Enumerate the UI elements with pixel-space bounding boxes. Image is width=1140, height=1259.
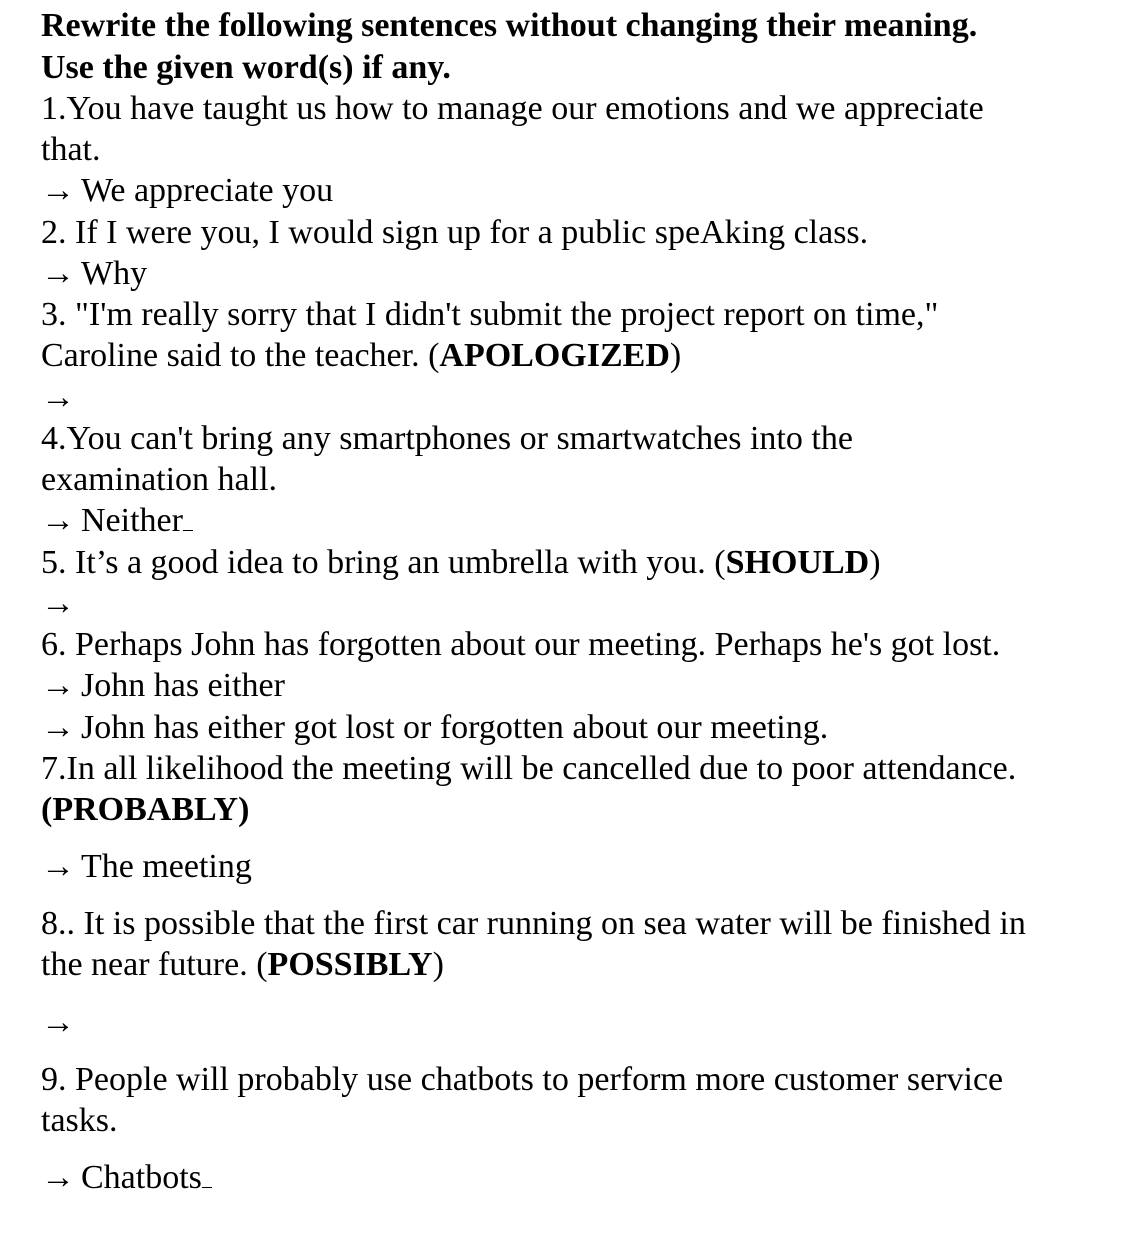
question-8-line-2-text: the near future. ( xyxy=(41,946,268,983)
answer-1 xyxy=(41,170,333,211)
answer-1-text: We appreciate you xyxy=(81,172,334,209)
answer-9 xyxy=(41,1157,212,1198)
question-6-line-1: 6. Perhaps John has forgotten about our meeting. Perhaps he's got lost. xyxy=(41,626,1001,663)
question-5-line-1 xyxy=(41,542,881,583)
instruction-line-2: Use the given word(s) if any. xyxy=(41,49,451,86)
question-4-line-2: examination hall. xyxy=(41,461,278,498)
arrow-icon: → xyxy=(41,709,75,746)
answer-6a-text: John has either xyxy=(81,667,285,704)
answer-3 xyxy=(41,377,81,418)
question-1-line-2: that. xyxy=(41,131,101,168)
answer-6b-text: John has either got lost or forgotten about our meeting. xyxy=(81,709,829,746)
keyword-probably: (PROBABLY) xyxy=(41,791,250,828)
question-3-close-paren: ) xyxy=(669,337,682,374)
question-3-line-1: 3. "I'm really sorry that I didn't submit the project report on time," xyxy=(41,296,939,333)
question-5-text: 5. It’s a good idea to bring an umbrella with you. ( xyxy=(41,544,726,581)
arrow-icon: → xyxy=(41,255,75,292)
answer-6b xyxy=(41,707,828,748)
question-3-line-2-text: Caroline said to the teacher. ( xyxy=(41,337,440,374)
answer-5 xyxy=(41,583,81,624)
question-9-line-2: tasks. xyxy=(41,1102,118,1139)
keyword-apologized: APOLOGIZED xyxy=(439,337,670,374)
question-9-line-1: 9. People will probably use chatbots to perform more customer service xyxy=(41,1061,1004,1098)
question-8-line-1: 8.. It is possible that the first car running on sea water will be finished in xyxy=(41,905,1026,942)
answer-6a xyxy=(41,665,285,706)
answer-7 xyxy=(41,846,252,887)
arrow-icon: → xyxy=(41,502,75,539)
instruction-line-1: Rewrite the following sentences without changing their meaning. xyxy=(41,7,978,44)
question-8-line-2 xyxy=(41,944,444,985)
arrow-icon: → xyxy=(41,667,75,704)
question-5-close-paren: ) xyxy=(869,544,881,581)
arrow-icon: → xyxy=(41,172,75,209)
answer-7-text: The meeting xyxy=(81,848,252,885)
answer-2 xyxy=(41,253,147,294)
keyword-should: SHOULD xyxy=(725,544,870,581)
answer-4-text: Neither xyxy=(81,502,183,539)
question-3-line-2 xyxy=(41,335,681,376)
answer-8 xyxy=(41,1002,81,1043)
question-7-line-1: 7.In all likelihood the meeting will be cancelled due to poor attendance. xyxy=(41,750,1017,787)
keyword-possibly: POSSIBLY xyxy=(267,946,433,983)
question-8-close-paren: ) xyxy=(432,946,444,983)
arrow-icon: → xyxy=(41,379,75,416)
answer-2-text: Why xyxy=(81,255,148,292)
answer-4 xyxy=(41,500,193,541)
answer-4-blank xyxy=(183,504,193,531)
arrow-icon: → xyxy=(41,585,75,622)
answer-9-blank xyxy=(202,1161,212,1188)
arrow-icon: → xyxy=(41,1159,75,1196)
arrow-icon: → xyxy=(41,1004,75,1041)
answer-9-text: Chatbots xyxy=(81,1159,202,1196)
arrow-icon: → xyxy=(41,848,75,885)
question-1-line-1: 1.You have taught us how to manage our emotions and we appreciate xyxy=(41,90,984,127)
question-4-line-1: 4.You can't bring any smartphones or smartwatches into the xyxy=(41,420,853,457)
question-2-line-1: 2. If I were you, I would sign up for a public speAking class. xyxy=(41,214,869,251)
